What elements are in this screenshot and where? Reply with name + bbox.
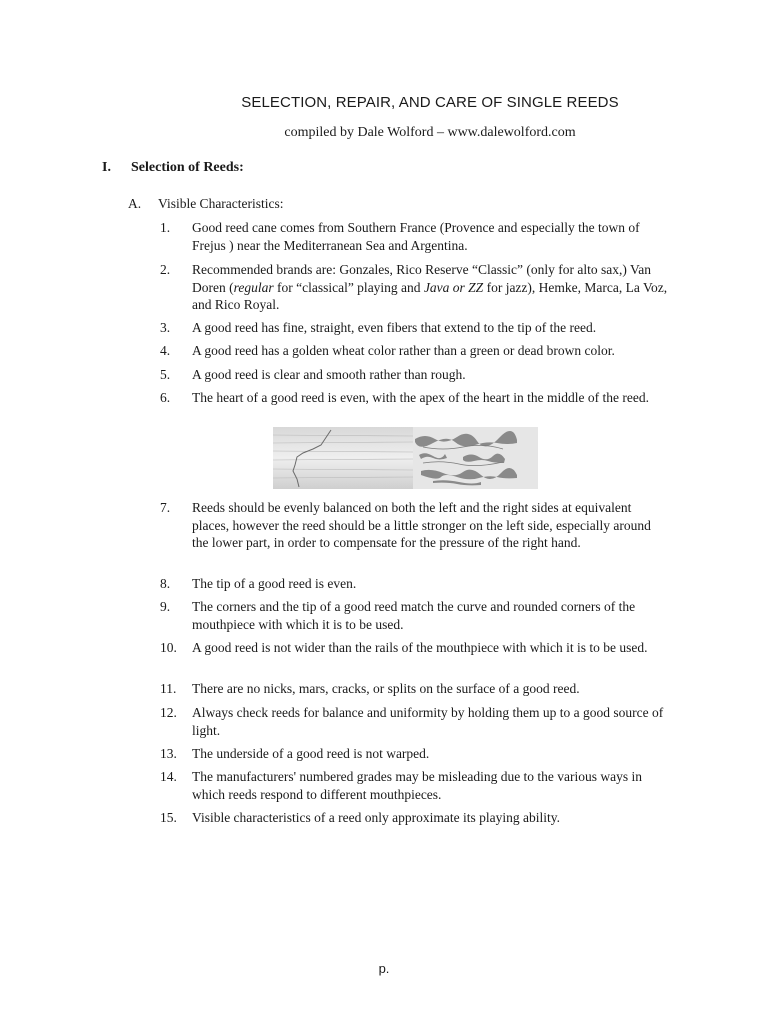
section-label: Selection of Reeds: (131, 160, 244, 175)
list-item (160, 809, 670, 827)
subsection-label: Visible Characteristics: (158, 196, 284, 211)
list-item (160, 680, 670, 698)
list-item-number: 1. (160, 220, 171, 235)
list-item-text: The manufacturers' numbered grades may be misleading due to the various ways in which reeds respond to different mouthpieces. (192, 769, 643, 802)
section-heading (102, 160, 244, 176)
list-item (160, 598, 670, 633)
list-item-text: A good reed has a golden wheat color rather than a green or dead brown color. (192, 343, 615, 358)
list-item (160, 389, 670, 407)
list-item (160, 366, 670, 384)
list-item-text: The heart of a good reed is even, with the apex of the heart in the middle of the reed. (192, 390, 649, 405)
list-item-number: 8. (160, 576, 171, 591)
list-item-text: The tip of a good reed is even. (192, 576, 357, 591)
list-item-text: Always check reeds for balance and uniformity by holding them up to a good source of light. (192, 705, 664, 738)
list-item (160, 745, 670, 763)
list-item (160, 261, 670, 314)
list-item (160, 575, 670, 593)
list-item-number: 9. (160, 599, 171, 614)
list-item-text: Visible characteristics of a reed only approximate its playing ability. (192, 810, 560, 825)
list-item (160, 219, 670, 254)
list-item-text: A good reed has fine, straight, even fibers that extend to the tip of the reed. (192, 320, 597, 335)
list-item-number: 12. (160, 705, 177, 720)
list-item-text: Recommended brands are: Gonzales, Rico Reserve “Classic” (only for alto sax,) Van Doren (regular for “classical” playing and Java or ZZ for jazz), Hemke, Marca, La Voz, and Rico Royal. (192, 262, 668, 312)
document-title: SELECTION, REPAIR, AND CARE OF SINGLE REEDS (241, 94, 619, 111)
list-item-number: 7. (160, 500, 171, 515)
document-subtitle: compiled by Dale Wolford – www.dalewolford.com (284, 125, 576, 140)
list-item-number: 2. (160, 262, 171, 277)
subsection-heading (128, 196, 284, 212)
list-item-number: 14. (160, 769, 177, 784)
page-footer: p. (378, 961, 390, 976)
list-item (160, 768, 670, 803)
list-item-number: 15. (160, 810, 177, 825)
list-item-number: 13. (160, 746, 177, 761)
list-item-number: 11. (160, 681, 177, 696)
list-item-text: The underside of a good reed is not warped. (192, 746, 430, 761)
list-item (160, 499, 670, 552)
list-item-number: 10. (160, 640, 177, 655)
list-item-number: 6. (160, 390, 171, 405)
list-item-number: 5. (160, 367, 171, 382)
list-item-number: 4. (160, 343, 171, 358)
section-number: I. (102, 160, 111, 175)
list-item (160, 704, 670, 739)
list-item-text: The corners and the tip of a good reed match the curve and rounded corners of the mouthpiece with which it is to be used. (192, 599, 636, 632)
list-item-text: A good reed is not wider than the rails of the mouthpiece with which it is to be used. (192, 640, 648, 655)
list-item-text: There are no nicks, mars, cracks, or splits on the surface of a good reed. (192, 681, 580, 696)
list-item (160, 319, 670, 337)
list-item-text: A good reed is clear and smooth rather than rough. (192, 367, 466, 382)
subsection-letter: A. (128, 196, 142, 211)
list-item (160, 639, 670, 657)
list-item (160, 342, 670, 360)
list-item-text: Good reed cane comes from Southern France (Provence and especially the town of Frejus ) near the Mediterranean Sea and Argentina. (192, 220, 640, 253)
reed-heart-illustration (273, 427, 538, 489)
list-item-number: 3. (160, 320, 171, 335)
list-item-text: Reeds should be evenly balanced on both the left and the right sides at equivalent places, however the reed should be a little stronger on the left side, especially around the lower part, in order to compensate for the pressure of the right hand. (192, 500, 651, 550)
